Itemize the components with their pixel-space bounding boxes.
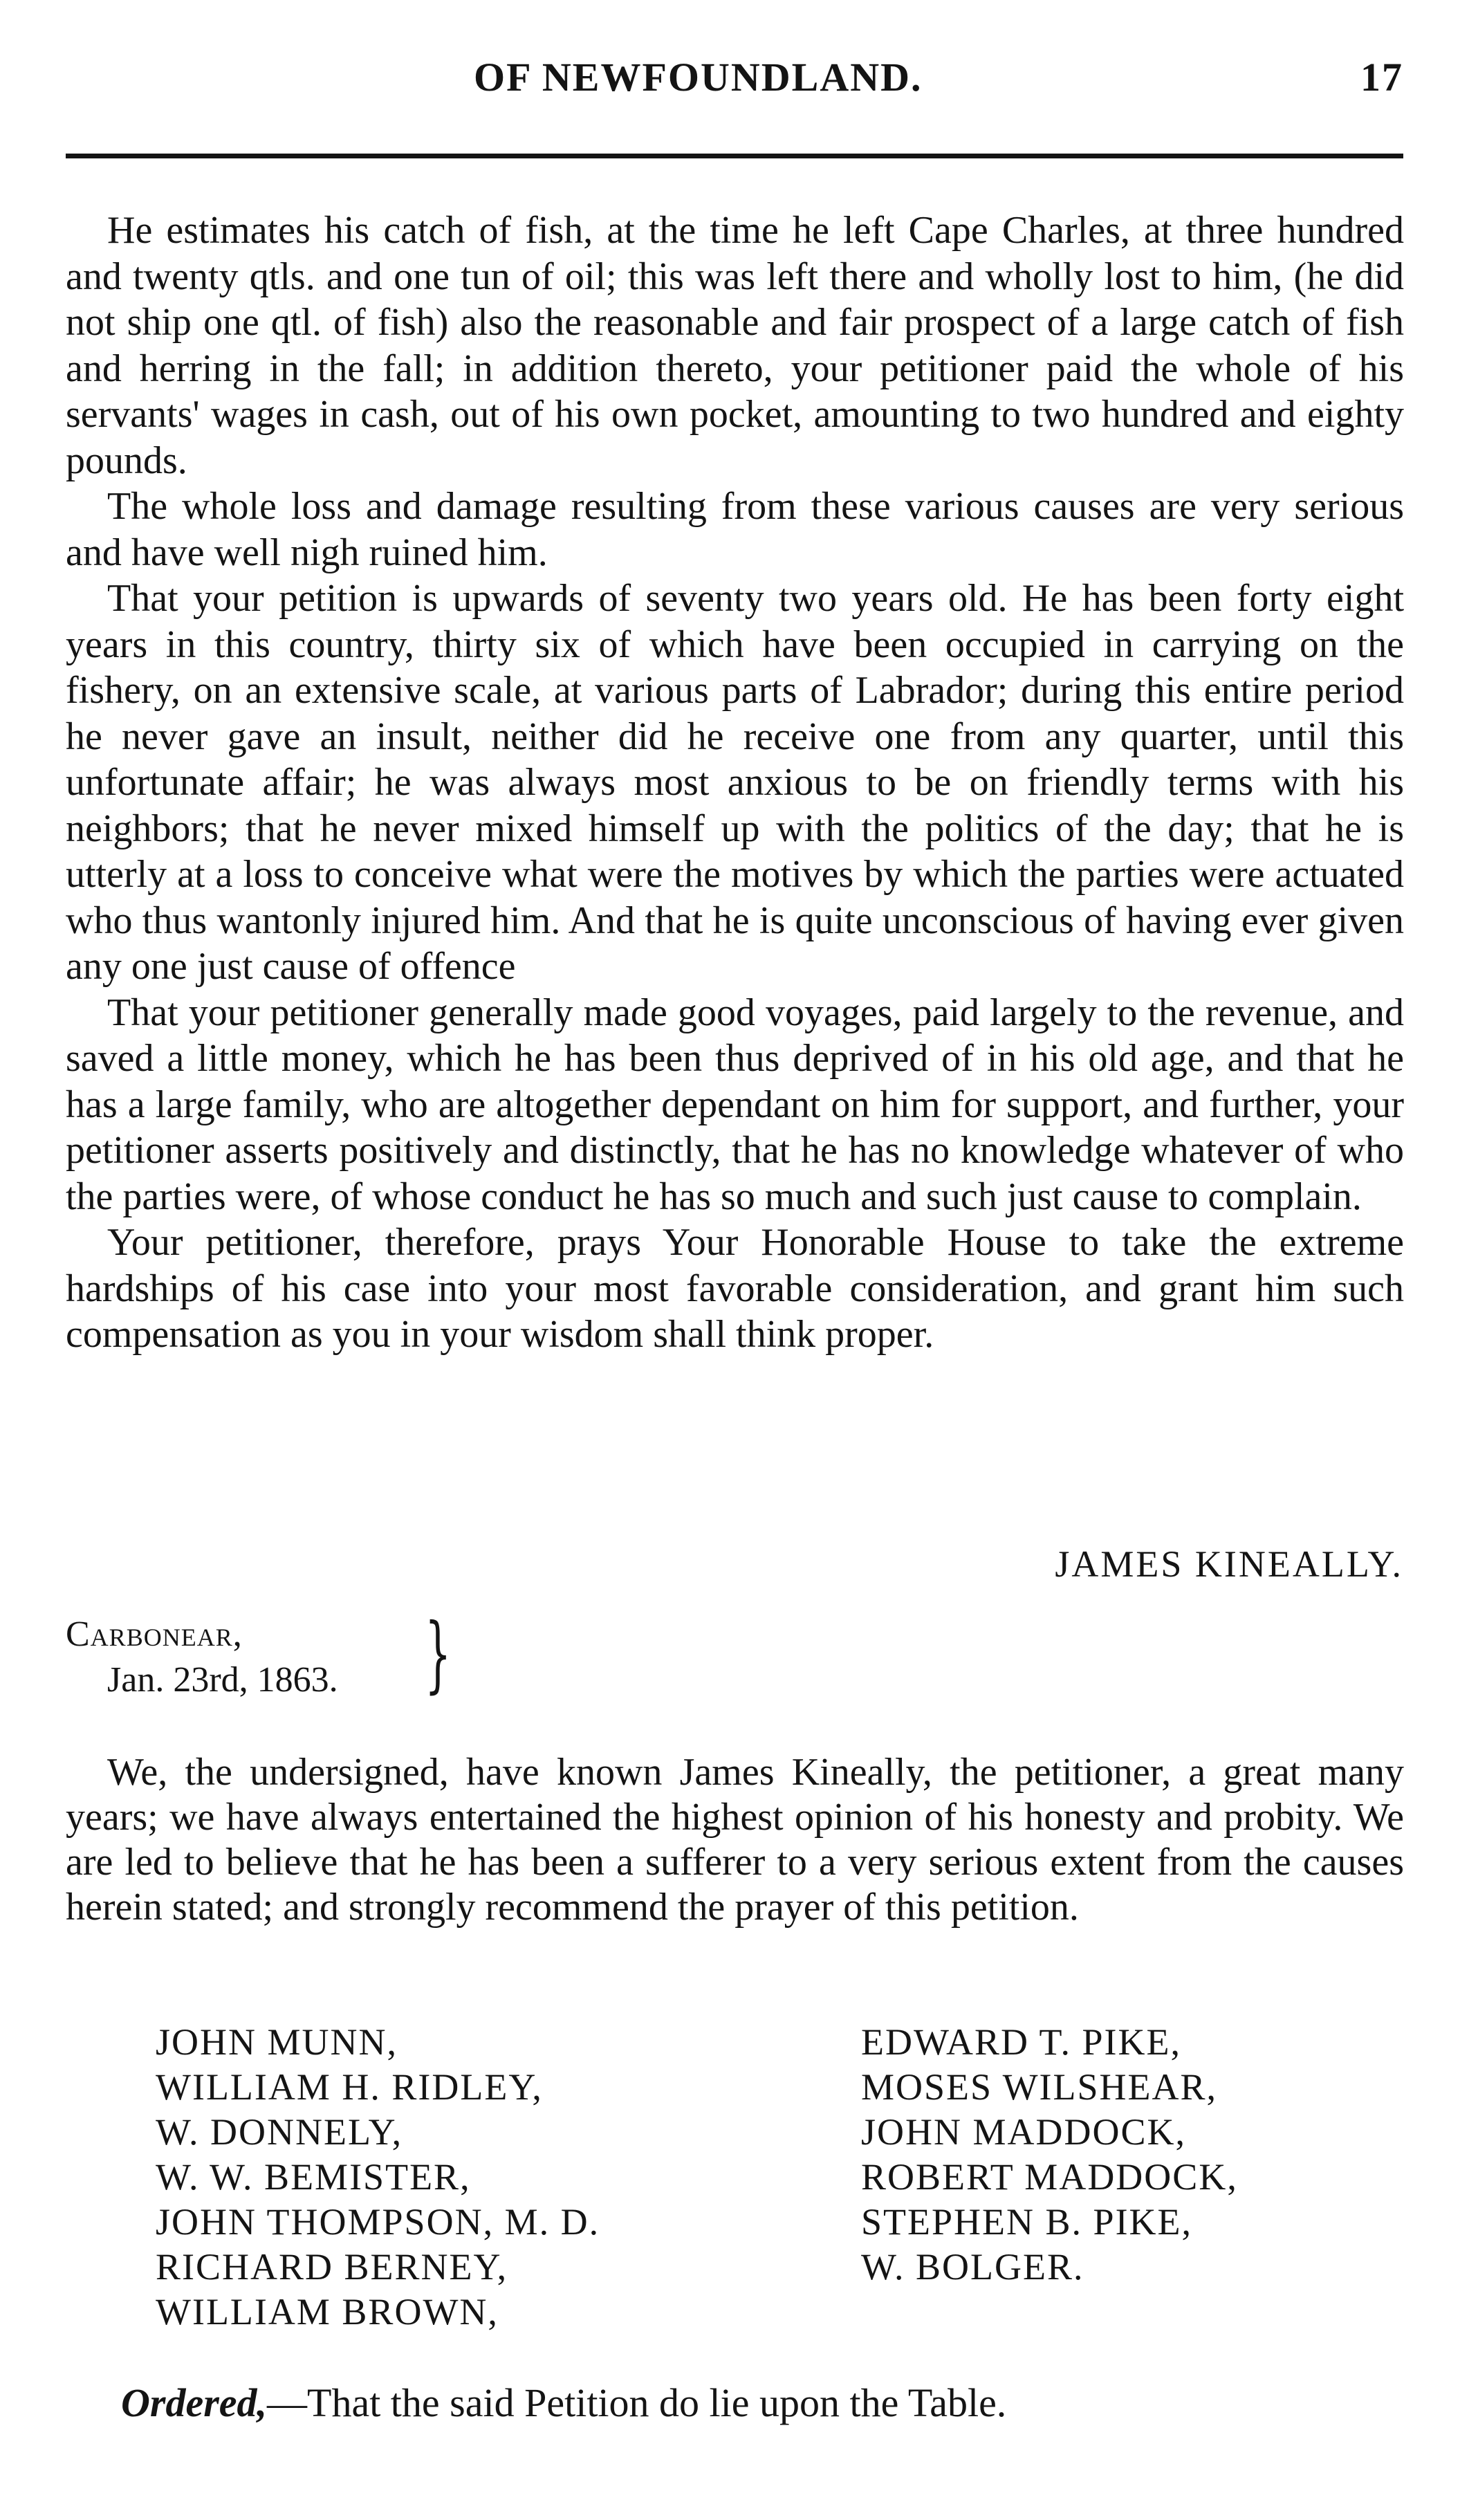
paragraph: That your petition is upwards of seventy two years old. He has been forty eight years in this country, thirty six of which have been occupied in carrying on the fishery, on an extensive scale, at various parts of Labrador; during this entire period he never gave an insult, neither did he receive one from any quarter, until this unfortunate affair; he was always most anxious to be on friendly terms with his neighbors; that he never mixed himself up with the politics of the day; that he is utterly at a loss to conceive what were the motives by which the parties were actuated who thus wantonly injured him. And that he is quite unconscious of having ever given any one just cause of offence [66, 577, 1404, 988]
running-title: OF NEWFOUNDLAND. [474, 55, 923, 100]
petitioner-signature: JAMES KINEALLY. [1055, 1543, 1403, 1585]
signatory: MOSES WILSHEAR, [861, 2066, 1218, 2108]
signatory: RICHARD BERNEY, [156, 2246, 508, 2288]
page-number: 17 [1360, 55, 1403, 100]
signatories-left-column [156, 2020, 600, 2335]
signatory: W. BOLGER. [861, 2246, 1084, 2288]
header-rule [66, 154, 1403, 158]
signatories-right-column [861, 2020, 1238, 2290]
date: Jan. 23rd, 1863. [107, 1660, 338, 1700]
signatory: W. W. BEMISTER, [156, 2156, 471, 2198]
place: Carbonear, [66, 1615, 243, 1654]
signatory: WILLIAM H. RIDLEY, [156, 2066, 543, 2108]
signatory: JOHN THOMPSON, M. D. [156, 2201, 600, 2243]
paragraph: He estimates his catch of fish, at the time he left Cape Charles, at three hundred and twenty qtls. and one tun of oil; this was left there and wholly lost to him, (he did not ship one qtl. of fish) also the reasonable and fair prospect of a large catch of fish and herring in the fall; in addition thereto, your petitioner paid the whole of his servants' wages in cash, out of his own pocket, amounting to two hundred and eighty pounds. [66, 209, 1404, 482]
signatory: ROBERT MADDOCK, [861, 2156, 1238, 2198]
signatory: STEPHEN B. PIKE, [861, 2201, 1193, 2243]
signatory: JOHN MUNN, [156, 2021, 398, 2063]
order-text: —That the said Petition do lie upon the Table. [267, 2380, 1007, 2425]
paragraph: Your petitioner, therefore, prays Your Honorable House to take the extreme hardships of his case into your most favorable consideration, and grant him such compensation as you in your wisdom shall think proper. [66, 1221, 1404, 1356]
paragraph: That your petitioner generally made good voyages, paid largely to the revenue, and saved a little money, which he has been thus deprived of in his old age, and that he has a large family, who are altogether dependant on him for support, and further, your petitioner asserts positively and distinctly, that he has no knowledge whatever of who the parties were, of whose conduct he has so much and such just cause to complain. [66, 991, 1404, 1218]
signatory: WILLIAM BROWN, [156, 2291, 499, 2333]
running-head [66, 54, 1403, 109]
signatory: JOHN MADDOCK, [861, 2111, 1187, 2153]
signatory: W. DONNELY, [156, 2111, 403, 2153]
endorsement [66, 1750, 1404, 1930]
signatory: EDWARD T. PIKE, [861, 2021, 1181, 2063]
place-date-block [66, 1612, 338, 1703]
petition-body [66, 208, 1404, 1358]
ordered-label: Ordered, [121, 2380, 268, 2425]
paragraph: The whole loss and damage resulting from these various causes are very serious and have well nigh ruined him. [66, 485, 1404, 574]
order-line [121, 2380, 1006, 2426]
brace-glyph: } [425, 1606, 452, 1702]
endorsement-text: We, the undersigned, have known James Kineally, the petitioner, a great many years; we have always entertained the highest opinion of his honesty and probity. We are led to believe that he has been a sufferer to a very serious extent from the causes herein stated; and strongly recommend the prayer of this petition. [66, 1751, 1404, 1929]
